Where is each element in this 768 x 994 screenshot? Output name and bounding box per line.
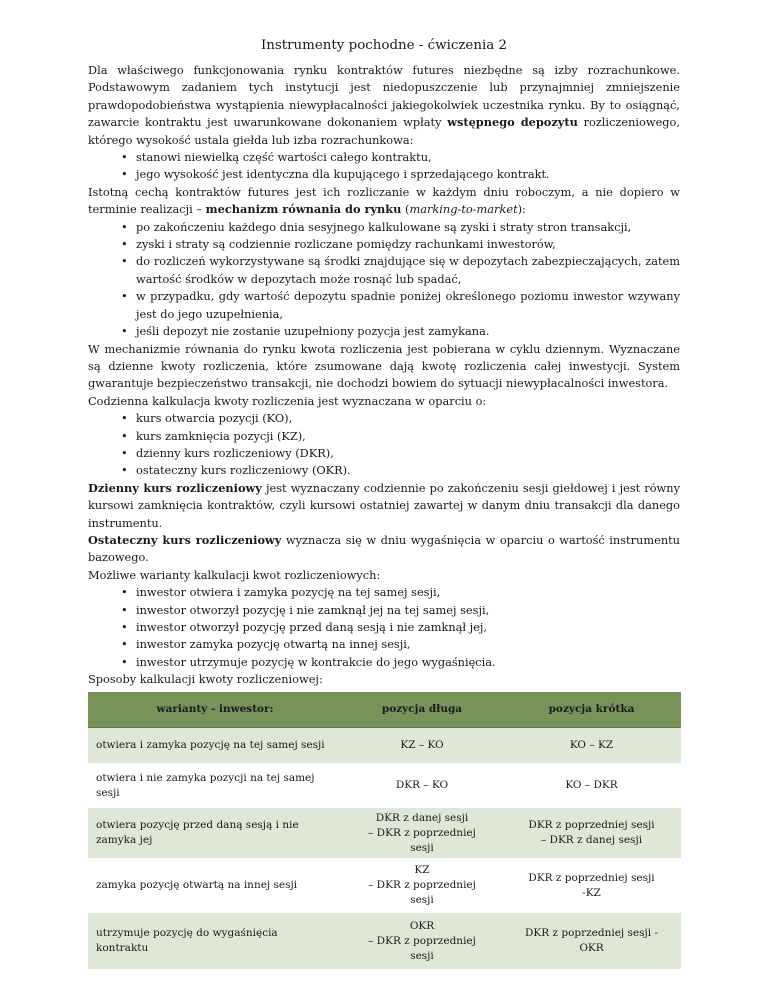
- cell-line: KO – DKR: [565, 779, 618, 792]
- list-item: • zyski i straty są codziennie rozliczane pomiędzy rachunkami inwestorów,: [121, 236, 680, 253]
- header-short-position: pozycja krótka: [502, 692, 681, 728]
- cell-line: KZ – KO: [400, 738, 444, 751]
- list-item: • inwestor zamyka pozycję otwartą na innej sesji,: [121, 636, 680, 653]
- cell-line: sesji: [410, 949, 434, 962]
- list-item: • dzienny kurs rozliczeniowy (DKR),: [121, 445, 680, 462]
- cell-variant: [88, 858, 342, 913]
- cell-line: sesji: [410, 894, 434, 907]
- mark-to-market-paragraph: Istotną cechą kontraktów futures jest ich rozliczanie w każdym dniu roboczym, a nie dopiero w terminie realizacji – mechanizm równania do rynku (marking-to-market):: [88, 184, 680, 217]
- list-item: • stanowi niewielką część wartości całego kontraktu,: [121, 149, 680, 166]
- cell-line: otwiera pozycję przed daną sesją i nie: [96, 819, 299, 832]
- list-item: • w przypadku, gdy wartość depozytu spadnie poniżej określonego poziomu inwestor wzywany jest do jego uzupełnienia,: [121, 288, 680, 323]
- cell-variant: [88, 727, 342, 763]
- cell-variant: [88, 913, 342, 969]
- intro-paragraph: Dla właściwego funkcjonowania rynku kontraktów futures niezbędne są izby rozrachunkowe. Podstawowym zadaniem tych instytucji jest niedopuszczenie lub przynajmniej zmniejszenie prawdopodobieństwa wystąpienia niewypłacalności jakiegokolwiek uczestnika rynku. By to osiągnąć, zawarcie kontraktu jest uwarunkowane dokonaniem wpłaty wstępnego depozytu rozliczeniowego, którego wysokość ustala giełda lub izba rozrachunkowa:: [88, 63, 680, 147]
- cell-line: – DKR z poprzedniej: [368, 826, 476, 839]
- daily-calc-intro: Codzienna kalkulacja kwoty rozliczenia jest wyznaczana w oparciu o:: [88, 393, 487, 408]
- intro-bold-term: wstępnego depozytu: [447, 115, 578, 130]
- variants-list: [88, 584, 680, 671]
- cell-line: sesji: [96, 786, 120, 799]
- cell-line: OKR: [579, 942, 604, 955]
- cell-line: otwiera i nie zamyka pozycji na tej samej: [96, 771, 315, 784]
- document-body: [88, 62, 680, 969]
- cell-line: DKR z danej sesji: [375, 811, 469, 824]
- cell-line: kontraktu: [96, 942, 149, 955]
- list-item: • inwestor otwiera i zamyka pozycję na tej samej sesji,: [121, 584, 680, 601]
- cell-line: zamyka jej: [96, 834, 153, 847]
- deposit-list: [88, 149, 680, 184]
- cell-line: – DKR z poprzedniej: [368, 879, 476, 892]
- dkr-bold-term: Dzienny kurs rozliczeniowy: [88, 480, 262, 495]
- cell-line: otwiera i zamyka pozycję na tej samej sesji: [96, 738, 325, 751]
- cell-line: sesji: [410, 841, 434, 854]
- cell-short-position: [502, 808, 681, 858]
- table-header-row: [88, 692, 681, 728]
- cell-long-position: [342, 858, 502, 913]
- settlement-table: [88, 692, 681, 970]
- page-title: Instrumenty pochodne - ćwiczenia 2: [260, 38, 507, 53]
- cell-long-position: [342, 763, 502, 808]
- cell-line: – DKR z poprzedniej: [368, 934, 476, 947]
- cell-line: -KZ: [582, 886, 601, 899]
- table-row: [88, 913, 681, 969]
- cell-line: DKR z poprzedniej sesji: [528, 871, 655, 884]
- mechanism-paragraph: W mechanizmie równania do rynku kwota rozliczenia jest pobierana w cyklu dziennym. Wyznaczane są dzienne kwoty rozliczenia, które zsumowane dają kwotę rozliczenia całej inwestycji. System gwarantuje bezpieczeństwo transakcji, nie dochodzi bowiem do sytuacji niewypłacalności inwestora.: [88, 341, 680, 391]
- variants-intro: Możliwe warianty kalkulacji kwot rozliczeniowych:: [88, 567, 381, 582]
- header-long-position: pozycja długa: [342, 692, 502, 728]
- cell-line: KZ: [414, 864, 430, 877]
- list-item: • do rozliczeń wykorzystywane są środki znajdujące się w depozytach zabezpieczających, zatem wartość środków w depozytach może rosnąć lub spadać,: [121, 253, 680, 288]
- cell-line: DKR z poprzedniej sesji: [528, 819, 655, 832]
- list-item: • po zakończeniu każdego dnia sesyjnego kalkulowane są zyski i straty stron transakcji,: [121, 219, 680, 236]
- mark-bold-term: mechanizm równania do rynku: [205, 202, 402, 217]
- list-item: • inwestor otworzył pozycję i nie zamknął jej na tej samej sesji,: [121, 602, 680, 619]
- cell-variant: [88, 808, 342, 858]
- mark-italic-term: marking-to-market: [409, 202, 518, 217]
- cell-short-position: [502, 727, 681, 763]
- cell-long-position: [342, 808, 502, 858]
- header-variant: warianty - inwestor:: [88, 692, 342, 728]
- cell-variant: [88, 763, 342, 808]
- list-item: • kurs otwarcia pozycji (KO),: [121, 410, 680, 427]
- cell-long-position: [342, 727, 502, 763]
- table-row: [88, 727, 681, 763]
- daily-calc-list: [88, 410, 680, 480]
- list-item: • kurs zamknięcia pozycji (KZ),: [121, 428, 680, 445]
- okr-bold-term: Ostateczny kurs rozliczeniowy: [88, 532, 282, 547]
- table-row: [88, 808, 681, 858]
- list-item: • ostateczny kurs rozliczeniowy (OKR).: [121, 462, 680, 479]
- cell-line: – DKR z danej sesji: [540, 834, 643, 847]
- cell-line: DKR – KO: [395, 779, 449, 792]
- list-item: • jeśli depozyt nie zostanie uzupełniony pozycja jest zamykana.: [121, 323, 680, 340]
- table-row: [88, 858, 681, 913]
- list-item: • inwestor utrzymuje pozycję w kontrakcie do jego wygaśnięcia.: [121, 654, 680, 671]
- table-body: [88, 727, 681, 969]
- cell-short-position: [502, 913, 681, 969]
- mark-to-market-list: [88, 219, 680, 341]
- list-item: • jego wysokość jest identyczna dla kupującego i sprzedającego kontrakt.: [121, 166, 680, 183]
- cell-line: OKR: [409, 919, 435, 932]
- cell-short-position: [502, 763, 681, 808]
- cell-line: DKR z poprzedniej sesji -: [524, 927, 659, 940]
- cell-short-position: [502, 858, 681, 913]
- table-intro: Sposoby kalkulacji kwoty rozliczeniowej:: [88, 672, 323, 687]
- cell-line: zamyka pozycję otwartą na innej sesji: [96, 879, 298, 892]
- list-item: • inwestor otworzył pozycję przed daną sesją i nie zamknął jej,: [121, 619, 680, 636]
- dkr-paragraph: Dzienny kurs rozliczeniowy jest wyznaczany codziennie po zakończeniu sesji giełdowej i jest równy kursowi zamknięcia kontraktów, czyli kursowi ostatniej zawartej w danym dniu transakcji dla danego instrumentu.: [88, 480, 680, 530]
- cell-line: utrzymuje pozycję do wygaśnięcia: [96, 927, 278, 940]
- table-row: [88, 763, 681, 808]
- okr-paragraph: Ostateczny kurs rozliczeniowy wyznacza się w dniu wygaśnięcia w oparciu o wartość instrumentu bazowego.: [88, 532, 680, 565]
- cell-line: KO – KZ: [569, 738, 614, 751]
- cell-long-position: [342, 913, 502, 969]
